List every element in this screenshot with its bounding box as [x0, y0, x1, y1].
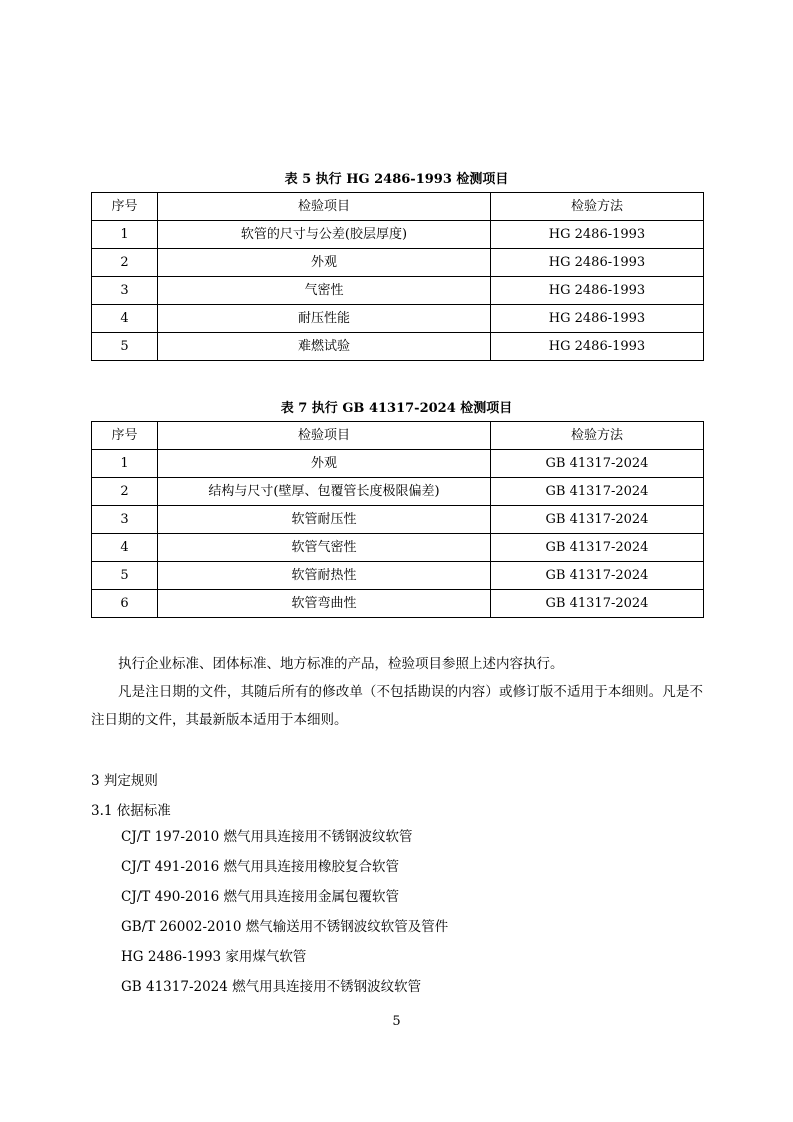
cell-method: GB 41317-2024: [491, 562, 704, 590]
table7-caption: 表 7 执行 GB 41317-2024 检测项目: [280, 401, 513, 416]
header-item: 检验项目: [158, 422, 491, 450]
cell-no: 1: [92, 221, 158, 249]
list-item: CJ/T 491-2016 燃气用具连接用橡胶复合软管: [121, 859, 400, 875]
table-row: [92, 221, 704, 249]
standards-list: [121, 827, 448, 1007]
list-item: CJ/T 197-2010 燃气用具连接用不锈钢波纹软管: [121, 829, 413, 845]
header-no: 序号: [92, 422, 158, 450]
cell-item: 结构与尺寸(壁厚、包覆管长度极限偏差): [158, 478, 491, 506]
paragraph: 执行企业标准、团体标准、地方标准的产品，检验项目参照上述内容执行。: [118, 656, 564, 672]
table-row: [92, 305, 704, 333]
cell-item: 软管弯曲性: [158, 590, 491, 618]
cell-item: 外观: [158, 450, 491, 478]
cell-item: 软管的尺寸与公差(胶层厚度): [158, 221, 491, 249]
cell-no: 2: [92, 249, 158, 277]
cell-item: 耐压性能: [158, 305, 491, 333]
cell-no: 3: [92, 506, 158, 534]
cell-item: 软管气密性: [158, 534, 491, 562]
table-row: [92, 450, 704, 478]
header-no: 序号: [92, 193, 158, 221]
cell-method: GB 41317-2024: [491, 534, 704, 562]
list-item: GB/T 26002-2010 燃气输送用不锈钢波纹软管及管件: [121, 919, 449, 935]
body-text: [91, 650, 703, 734]
cell-method: HG 2486-1993: [491, 333, 704, 361]
table-row: [92, 478, 704, 506]
table-row: [92, 333, 704, 361]
cell-method: HG 2486-1993: [491, 305, 704, 333]
cell-method: GB 41317-2024: [491, 450, 704, 478]
table-row: [92, 249, 704, 277]
cell-no: 1: [92, 450, 158, 478]
cell-item: 外观: [158, 249, 491, 277]
table5: [91, 192, 704, 361]
cell-item: 气密性: [158, 277, 491, 305]
list-item: HG 2486-1993 家用煤气软管: [121, 949, 307, 965]
section-heading: 3 判定规则: [91, 773, 158, 789]
table5-caption: 表 5 执行 HG 2486-1993 检测项目: [284, 172, 509, 187]
table7: [91, 421, 704, 618]
cell-method: GB 41317-2024: [491, 506, 704, 534]
subsection-heading: 3.1 依据标准: [91, 803, 171, 819]
cell-no: 5: [92, 333, 158, 361]
table-row: [92, 534, 704, 562]
cell-method: HG 2486-1993: [491, 277, 704, 305]
cell-no: 3: [92, 277, 158, 305]
table-header-row: [92, 193, 704, 221]
cell-method: GB 41317-2024: [491, 590, 704, 618]
list-item: GB 41317-2024 燃气用具连接用不锈钢波纹软管: [121, 979, 422, 995]
cell-method: HG 2486-1993: [491, 249, 704, 277]
list-item: CJ/T 490-2016 燃气用具连接用金属包覆软管: [121, 889, 400, 905]
cell-no: 4: [92, 305, 158, 333]
page-number: 5: [392, 1014, 401, 1029]
cell-item: 软管耐热性: [158, 562, 491, 590]
cell-item: 软管耐压性: [158, 506, 491, 534]
cell-no: 2: [92, 478, 158, 506]
table-header-row: [92, 422, 704, 450]
table-row: [92, 506, 704, 534]
cell-method: GB 41317-2024: [491, 478, 704, 506]
header-method: 检验方法: [491, 193, 704, 221]
cell-no: 5: [92, 562, 158, 590]
cell-no: 6: [92, 590, 158, 618]
header-method: 检验方法: [491, 422, 704, 450]
table-row: [92, 277, 704, 305]
table-row: [92, 590, 704, 618]
cell-no: 4: [92, 534, 158, 562]
cell-method: HG 2486-1993: [491, 221, 704, 249]
table-row: [92, 562, 704, 590]
cell-item: 难燃试验: [158, 333, 491, 361]
paragraph: 凡是注日期的文件，其随后所有的修改单（不包括勘误的内容）或修订版不适用于本细则。凡是不注日期的文件，其最新版本适用于本细则。: [91, 684, 703, 728]
header-item: 检验项目: [158, 193, 491, 221]
